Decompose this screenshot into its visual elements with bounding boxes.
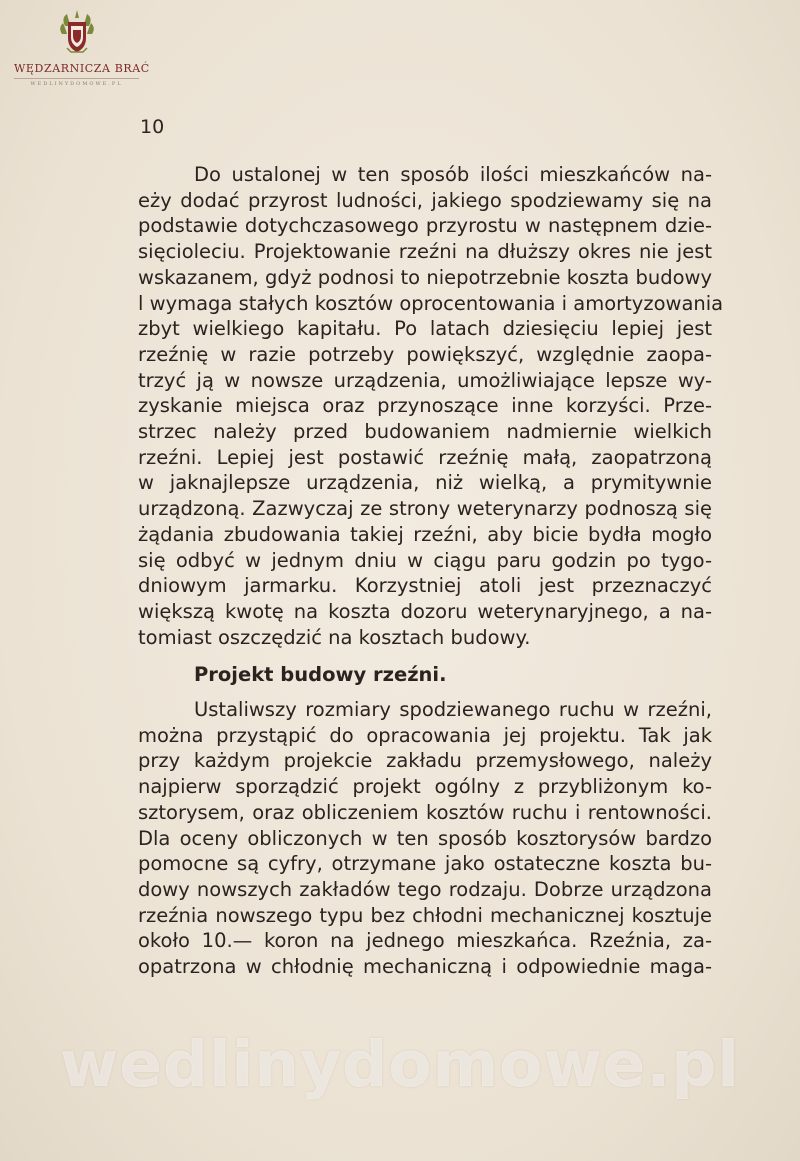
text-line: tomiast oszczędzić na kosztach budowy.: [138, 625, 531, 649]
text-line: najpierw sporządzić projekt ogólny z przybliżonym ko-: [138, 775, 712, 799]
text-line: opatrzona w chłodnię mechaniczną i odpowiednie maga-: [138, 955, 712, 979]
crest-icon: [57, 8, 97, 56]
text-line: zyskanie miejsca oraz przynoszące inne korzyści. Prze-: [138, 394, 712, 418]
text-line: strzec należy przed budowaniem nadmiernie wielkich: [138, 420, 712, 444]
text-line: zbyt wielkiego kapitału. Po latach dziesięciu lepiej jest: [138, 317, 712, 341]
text-line: eży dodać przyrost ludności, jakiego spodziewamy się na: [138, 188, 712, 212]
page-body: [138, 162, 724, 980]
publisher-logo: [14, 8, 150, 87]
text-line: Dla oceny obliczonych w ten sposób kosztorysów bardzo: [138, 826, 712, 850]
text-line: sztorysem, oraz obliczeniem kosztów ruchu i rentowności.: [138, 800, 712, 824]
text-line: Ustaliwszy rozmiary spodziewanego ruchu w rzeźni,: [194, 698, 712, 722]
text-line: rzeźnię w razie potrzeby powiększyć, względnie zaopa-: [138, 342, 712, 366]
text-line: rzeźnia nowszego typu bez chłodni mechanicznej kosztuje: [138, 903, 712, 927]
text-line: się odbyć w jednym dniu w ciągu paru godzin po tygo-: [138, 548, 712, 572]
page-number: 10: [140, 116, 165, 138]
text-line: pomocne są cyfry, otrzymane jako ostateczne koszta bu-: [138, 852, 712, 876]
text-line: l wymaga stałych kosztów oprocentowania i amortyzowania: [138, 291, 724, 315]
text-line: w jaknajlepsze urządzenia, niż wielką, a prymitywnie: [138, 471, 712, 495]
text-line: urządzoną. Zazwyczaj ze strony weterynarzy podnoszą się: [138, 497, 712, 521]
text-line: żądania zbudowania takiej rzeźni, aby bicie bydła mogło: [138, 522, 712, 546]
text-line: około 10.— koron na jednego mieszkańca. Rzeźnia, za-: [138, 929, 712, 953]
text-line: trzyć ją w nowsze urządzenia, umożliwiające lepsze wy-: [138, 368, 712, 392]
text-line: rzeźni. Lepiej jest postawić rzeźnię małą, zaopatrzoną: [138, 445, 712, 469]
text-line: przy każdym projekcie zakładu przemysłowego, należy: [138, 749, 712, 773]
text-line: można przystąpić do opracowania jej projektu. Tak jak: [138, 723, 712, 747]
text-line: podstawie dotychczasowego przyrostu w następnem dzie-: [138, 214, 712, 238]
watermark: wedlinydomowe.pl: [60, 1028, 740, 1101]
logo-url: WEDLINYDOMOWE.PL: [30, 81, 123, 87]
logo-name: WĘDZARNICZA BRAĆ: [14, 62, 150, 75]
text-line: dniowym jarmarku. Korzystniej atoli jest przeznaczyć: [138, 574, 712, 598]
text-line: Do ustalonej w ten sposób ilości mieszkańców na-: [194, 163, 712, 186]
text-line: większą kwotę na koszta dozoru weterynaryjnego, a na-: [138, 599, 712, 623]
text-line: sięcioleciu. Projektowanie rzeźni na dłuższy okres nie jest: [138, 240, 712, 264]
paragraph-2: [138, 697, 712, 980]
text-line: wskazanem, gdyż podnosi to niepotrzebnie koszta budowy: [138, 265, 712, 289]
text-line: dowy nowszych zakładów tego rodzaju. Dobrze urządzona: [138, 877, 712, 901]
logo-divider: [14, 78, 139, 79]
section-heading: Projekt budowy rzeźni.: [194, 663, 447, 687]
paragraph-1: [138, 162, 724, 650]
